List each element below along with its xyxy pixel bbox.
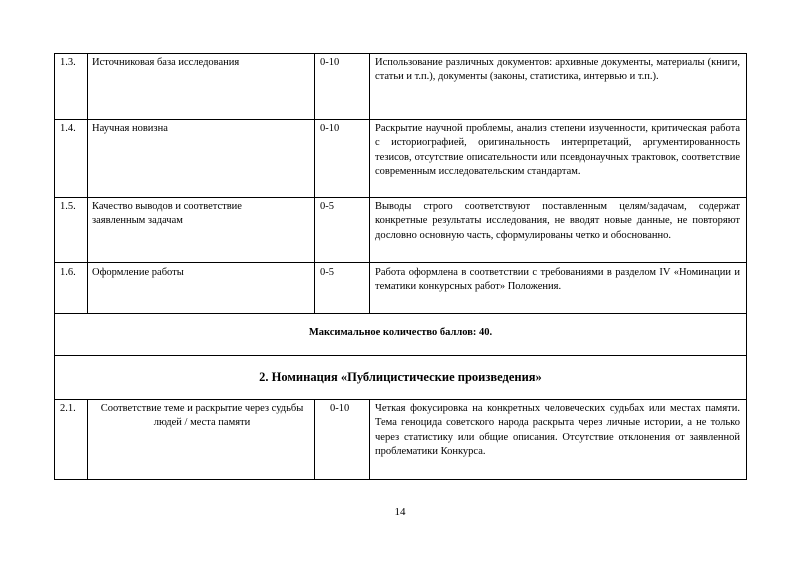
row-number: 1.3.	[60, 57, 76, 68]
table-rule	[54, 262, 747, 263]
row-number: 1.6.	[60, 267, 76, 278]
table-rule	[54, 119, 747, 120]
criterion-name: Соответствие теме и раскрытие через судьбы людей / места памяти	[100, 403, 304, 429]
row-number: 2.1.	[60, 403, 76, 414]
table-rule	[54, 355, 747, 356]
score-range: 0-10	[320, 123, 340, 134]
page-number: 14	[394, 506, 406, 518]
table-rule	[314, 53, 315, 314]
criterion-description: Раскрытие научной проблемы, анализ степени изученности, критическая работа с историографией, оригинальность интерпретаций, аргументированность тезисов, отсутствие описательности или псевдонаучных трактовок, соответствие современным исследовательским стандартам.	[375, 123, 740, 178]
criterion-name: Качество выводов и соответствие заявленным задачам	[92, 201, 242, 227]
criterion-description: Четкая фокусировка на конкретных человеческих судьбах или местах памяти. Тема геноцида советского народа раскрыта через личные истории, а не только через статистику или общие описания. Отсутствие отклонения от заявленной проблематики Конкурса.	[375, 403, 740, 458]
table-rule	[746, 53, 747, 480]
table-rule	[54, 399, 747, 400]
criterion-name: Источниковая база исследования	[92, 57, 240, 68]
score-range: 0-5	[320, 267, 334, 278]
criterion-name: Оформление работы	[92, 267, 184, 278]
table-rule	[314, 399, 315, 480]
table-rule	[87, 399, 88, 480]
score-range: 0-10	[320, 57, 340, 68]
criterion-description: Использование различных документов: архивные документы, материалы (книги, статьи и т.п.), документы (законы, статистика, интервью и т.п.).	[375, 57, 740, 83]
table-rule	[369, 53, 370, 314]
criterion-description: Работа оформлена в соответствии с требованиями в разделом IV «Номинации и тематики конкурсных работ» Положения.	[375, 267, 740, 293]
max-score-note: Максимальное количество баллов: 40.	[308, 327, 493, 338]
criterion-name: Научная новизна	[92, 123, 168, 134]
score-range: 0-5	[320, 201, 334, 212]
row-number: 1.5.	[60, 201, 76, 212]
table-rule	[87, 53, 88, 314]
section-title: 2. Номинация «Публицистические произведения»	[259, 370, 542, 384]
row-number: 1.4.	[60, 123, 76, 134]
score-range: 0-10	[330, 403, 350, 414]
criterion-description: Выводы строго соответствуют поставленным целям/задачам, содержат конкретные результаты исследования, не вводят новые данные, не повторяют дословно основную часть, сформулированы четко и обоснованно.	[375, 201, 740, 241]
table-rule	[369, 399, 370, 480]
table-rule	[54, 479, 747, 480]
table-rule	[54, 53, 747, 54]
table-rule	[54, 53, 55, 480]
table-rule	[54, 313, 747, 314]
table-rule	[54, 197, 747, 198]
